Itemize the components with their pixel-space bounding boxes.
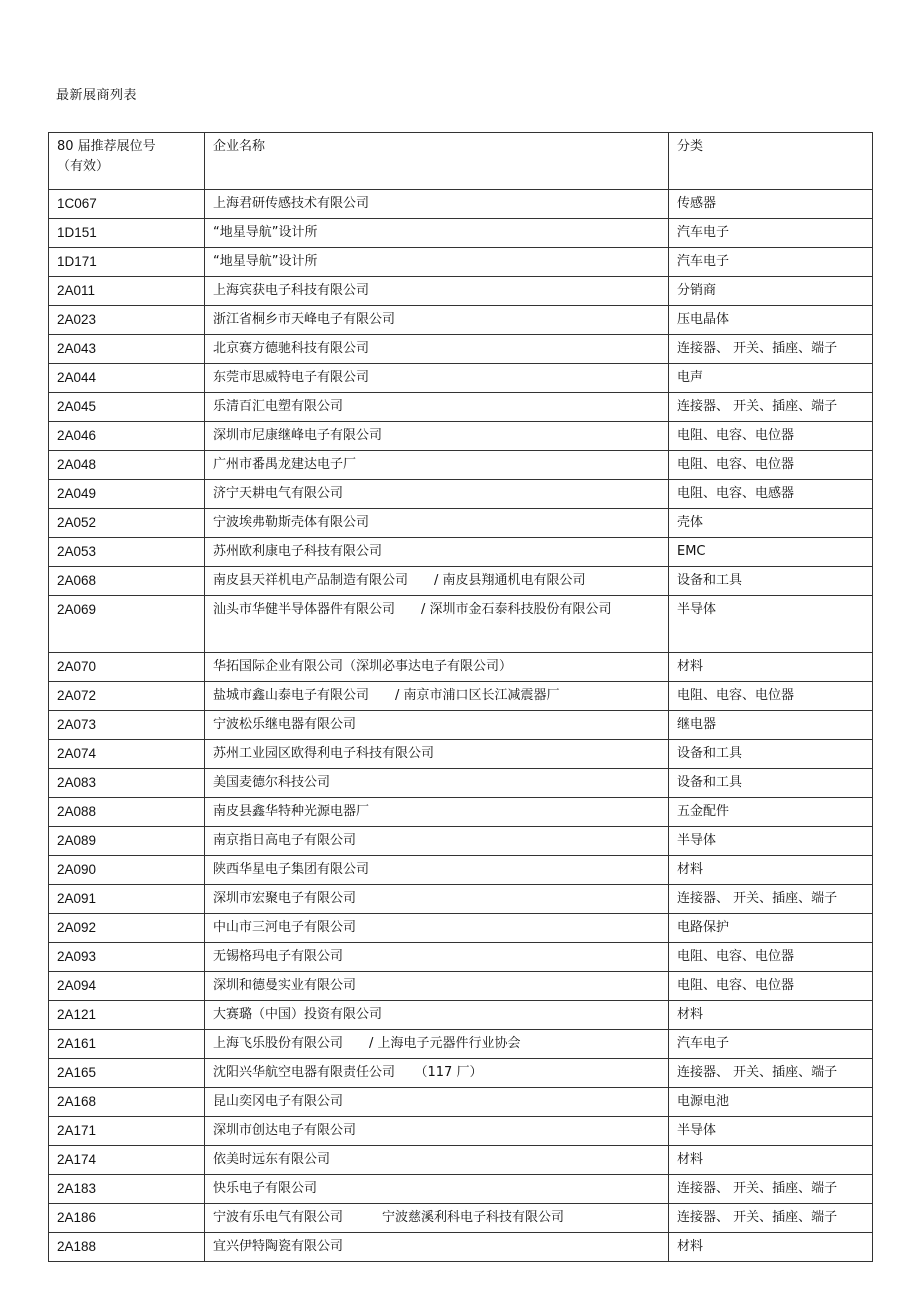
company-cell: “地星导航”设计所 (205, 248, 669, 277)
company-cell: 宁波松乐继电器有限公司 (205, 711, 669, 740)
category-cell: 电阻、电容、电位器 (669, 422, 873, 451)
company-cell: 上海宾获电子科技有限公司 (205, 277, 669, 306)
category-cell: 压电晶体 (669, 306, 873, 335)
booth-cell: 1D151 (49, 219, 205, 248)
company-cell: 盐城市鑫山泰电子有限公司 / 南京市浦口区长江减震器厂 (205, 682, 669, 711)
company-cell: 中山市三河电子有限公司 (205, 914, 669, 943)
category-cell: 传感器 (669, 190, 873, 219)
company-cell: 上海君研传感技术有限公司 (205, 190, 669, 219)
category-cell: EMC (669, 538, 873, 567)
company-cell: 昆山奕冈电子有限公司 (205, 1088, 669, 1117)
company-cell: 南皮县鑫华特种光源电器厂 (205, 798, 669, 827)
category-cell: 电阻、电容、电位器 (669, 682, 873, 711)
booth-cell: 2A186 (49, 1204, 205, 1233)
category-cell: 五金配件 (669, 798, 873, 827)
table-row (49, 914, 873, 943)
table-row (49, 740, 873, 769)
category-cell: 继电器 (669, 711, 873, 740)
booth-cell: 1D171 (49, 248, 205, 277)
table-row (49, 277, 873, 306)
category-cell: 半导体 (669, 827, 873, 856)
table-row (49, 422, 873, 451)
company-cell: 东莞市思威特电子有限公司 (205, 364, 669, 393)
table-header-row (49, 133, 873, 190)
table-row (49, 364, 873, 393)
company-cell: 广州市番禺龙建达电子厂 (205, 451, 669, 480)
category-cell: 电声 (669, 364, 873, 393)
category-cell: 半导体 (669, 1117, 873, 1146)
booth-cell: 2A011 (49, 277, 205, 306)
booth-cell: 2A090 (49, 856, 205, 885)
category-cell: 材料 (669, 653, 873, 682)
table-row (49, 538, 873, 567)
table-row (49, 682, 873, 711)
table-row (49, 393, 873, 422)
category-cell: 连接器、 开关、插座、端子 (669, 1204, 873, 1233)
booth-cell: 2A023 (49, 306, 205, 335)
booth-cell: 2A044 (49, 364, 205, 393)
page-title: 最新展商列表 (56, 88, 138, 103)
table-row (49, 972, 873, 1001)
company-cell: 深圳和德曼实业有限公司 (205, 972, 669, 1001)
booth-cell: 2A043 (49, 335, 205, 364)
booth-cell: 2A073 (49, 711, 205, 740)
category-cell: 电阻、电容、电位器 (669, 972, 873, 1001)
company-cell: 苏州工业园区欧得利电子科技有限公司 (205, 740, 669, 769)
company-cell: 浙江省桐乡市天峰电子有限公司 (205, 306, 669, 335)
table-row (49, 1059, 873, 1088)
table-row (49, 1146, 873, 1175)
category-cell: 汽车电子 (669, 248, 873, 277)
category-cell: 汽车电子 (669, 1030, 873, 1059)
category-cell: 材料 (669, 1146, 873, 1175)
booth-cell: 2A045 (49, 393, 205, 422)
category-cell: 材料 (669, 1233, 873, 1262)
category-cell: 设备和工具 (669, 567, 873, 596)
company-cell: 大赛璐（中国）投资有限公司 (205, 1001, 669, 1030)
company-cell: 快乐电子有限公司 (205, 1175, 669, 1204)
booth-cell: 2A049 (49, 480, 205, 509)
table-row (49, 943, 873, 972)
booth-cell: 2A070 (49, 653, 205, 682)
table-row (49, 306, 873, 335)
company-cell: 汕头市华健半导体器件有限公司 / 深圳市金石泰科技股份有限公司 (205, 596, 669, 653)
table-row (49, 190, 873, 219)
booth-cell: 2A168 (49, 1088, 205, 1117)
category-cell: 连接器、 开关、插座、端子 (669, 885, 873, 914)
header-booth-line2: （有效） (57, 159, 110, 174)
booth-cell: 2A048 (49, 451, 205, 480)
table-row (49, 653, 873, 682)
category-cell: 连接器、 开关、插座、端子 (669, 393, 873, 422)
table-row (49, 885, 873, 914)
category-cell: 电阻、电容、电位器 (669, 451, 873, 480)
exhibitor-table-body (49, 133, 873, 1262)
header-company: 企业名称 (205, 133, 669, 190)
booth-cell: 2A183 (49, 1175, 205, 1204)
company-cell: 苏州欧利康电子科技有限公司 (205, 538, 669, 567)
booth-cell: 2A093 (49, 943, 205, 972)
booth-cell: 2A121 (49, 1001, 205, 1030)
table-row (49, 1030, 873, 1059)
booth-cell: 2A088 (49, 798, 205, 827)
booth-cell: 2A161 (49, 1030, 205, 1059)
company-cell: 陕西华星电子集团有限公司 (205, 856, 669, 885)
company-cell: 宜兴伊特陶瓷有限公司 (205, 1233, 669, 1262)
company-cell: 华拓国际企业有限公司（深圳必事达电子有限公司） (205, 653, 669, 682)
booth-cell: 1C067 (49, 190, 205, 219)
booth-cell: 2A089 (49, 827, 205, 856)
table-row (49, 711, 873, 740)
company-cell: 依美时远东有限公司 (205, 1146, 669, 1175)
table-row (49, 856, 873, 885)
category-cell: 连接器、 开关、插座、端子 (669, 1059, 873, 1088)
table-row (49, 1117, 873, 1146)
category-cell: 连接器、 开关、插座、端子 (669, 1175, 873, 1204)
company-cell: 无锡格玛电子有限公司 (205, 943, 669, 972)
category-cell: 设备和工具 (669, 740, 873, 769)
company-cell: 宁波埃弗勒斯壳体有限公司 (205, 509, 669, 538)
exhibitor-table (48, 132, 873, 1262)
category-cell: 半导体 (669, 596, 873, 653)
booth-cell: 2A068 (49, 567, 205, 596)
table-row (49, 769, 873, 798)
table-row (49, 596, 873, 653)
category-cell: 电阻、电容、电位器 (669, 943, 873, 972)
booth-cell: 2A094 (49, 972, 205, 1001)
booth-cell: 2A091 (49, 885, 205, 914)
table-row (49, 509, 873, 538)
table-row (49, 1204, 873, 1233)
table-row (49, 451, 873, 480)
table-row (49, 1233, 873, 1262)
booth-cell: 2A083 (49, 769, 205, 798)
category-cell: 电源电池 (669, 1088, 873, 1117)
booth-cell: 2A069 (49, 596, 205, 653)
header-booth-line1: 80 届推荐展位号 (57, 139, 156, 154)
company-cell: 济宁天耕电气有限公司 (205, 480, 669, 509)
company-cell: 乐清百汇电塑有限公司 (205, 393, 669, 422)
category-cell: 电阻、电容、电感器 (669, 480, 873, 509)
table-row (49, 335, 873, 364)
table-row (49, 219, 873, 248)
table-row (49, 1175, 873, 1204)
category-cell: 材料 (669, 1001, 873, 1030)
company-cell: 上海飞乐股份有限公司 / 上海电子元器件行业协会 (205, 1030, 669, 1059)
booth-cell: 2A046 (49, 422, 205, 451)
header-category: 分类 (669, 133, 873, 190)
booth-cell: 2A165 (49, 1059, 205, 1088)
table-row (49, 1088, 873, 1117)
table-row (49, 567, 873, 596)
category-cell: 电路保护 (669, 914, 873, 943)
booth-cell: 2A052 (49, 509, 205, 538)
company-cell: 美国麦德尔科技公司 (205, 769, 669, 798)
company-cell: 深圳市尼康继峰电子有限公司 (205, 422, 669, 451)
company-cell: 沈阳兴华航空电器有限责任公司 （117 厂） (205, 1059, 669, 1088)
company-cell: 深圳市创达电子有限公司 (205, 1117, 669, 1146)
table-row (49, 827, 873, 856)
company-cell: 深圳市宏聚电子有限公司 (205, 885, 669, 914)
booth-cell: 2A188 (49, 1233, 205, 1262)
company-cell: “地星导航”设计所 (205, 219, 669, 248)
booth-cell: 2A072 (49, 682, 205, 711)
company-cell: 南京指日高电子有限公司 (205, 827, 669, 856)
booth-cell: 2A092 (49, 914, 205, 943)
booth-cell: 2A053 (49, 538, 205, 567)
table-row (49, 480, 873, 509)
category-cell: 连接器、 开关、插座、端子 (669, 335, 873, 364)
category-cell: 材料 (669, 856, 873, 885)
company-cell: 北京赛方德驰科技有限公司 (205, 335, 669, 364)
table-row (49, 248, 873, 277)
booth-cell: 2A171 (49, 1117, 205, 1146)
header-booth (49, 133, 205, 190)
category-cell: 汽车电子 (669, 219, 873, 248)
table-row (49, 1001, 873, 1030)
category-cell: 设备和工具 (669, 769, 873, 798)
company-cell: 南皮县天祥机电产品制造有限公司 / 南皮县翔通机电有限公司 (205, 567, 669, 596)
table-row (49, 798, 873, 827)
company-cell: 宁波有乐电气有限公司 宁波慈溪利科电子科技有限公司 (205, 1204, 669, 1233)
booth-cell: 2A174 (49, 1146, 205, 1175)
category-cell: 分销商 (669, 277, 873, 306)
booth-cell: 2A074 (49, 740, 205, 769)
category-cell: 壳体 (669, 509, 873, 538)
